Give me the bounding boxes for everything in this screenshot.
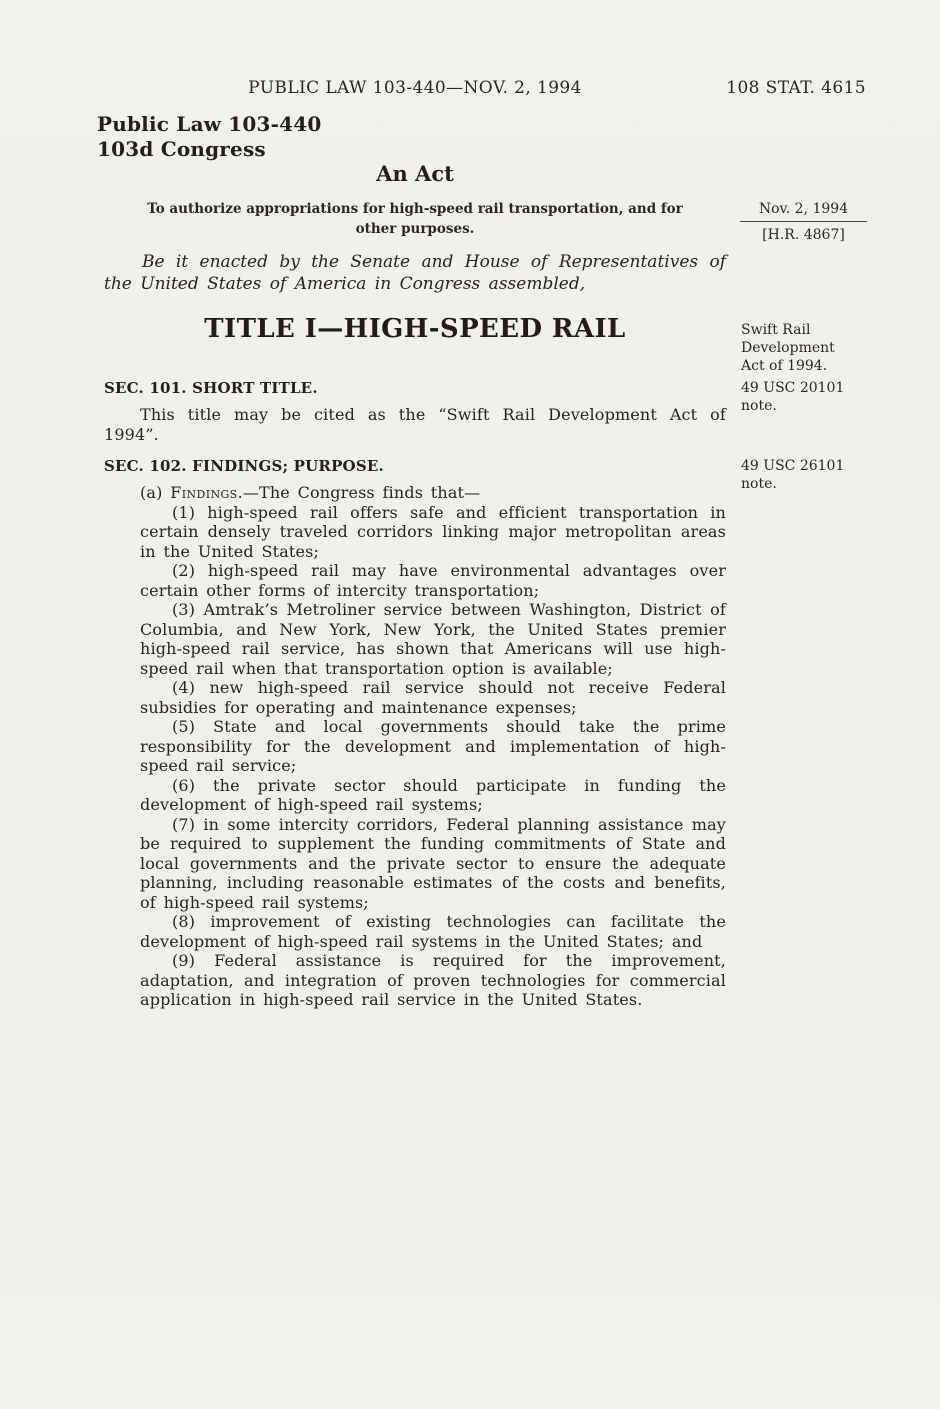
- margin-note-short-title: Swift Rail Development Act of 1994.: [741, 322, 835, 374]
- margin-note-usc-26101: 49 USC 26101 note.: [741, 458, 845, 492]
- finding-item-9: (9) Federal assistance is required for the improvement, adaptation, and integration of proven technologies for commercial application in high-speed rail service in the United States.: [140, 951, 726, 1009]
- law-number-block: [97, 112, 497, 162]
- enacting-clause: Be it enacted by the Senate and House of Representatives of the United States of America in Congress assembled,: [104, 252, 726, 294]
- congress-number: 103d Congress: [97, 137, 266, 161]
- stat-page-number: 108 STAT. 4615: [726, 78, 866, 98]
- finding-item-3: (3) Amtrak’s Metroliner service between Washington, District of Columbia, and New York, New York, the United States premier high-speed rail service, has shown that Americans will use high-speed rail when that transportation option is available;: [140, 600, 726, 678]
- act-heading: An Act: [376, 161, 454, 186]
- margin-note-usc-20101: 49 USC 20101 note.: [741, 380, 845, 414]
- margin-note-bill-number: [H.R. 4867]: [762, 227, 845, 243]
- findings-intro-pre: (a): [140, 483, 171, 502]
- public-law-number: Public Law 103-440: [97, 112, 322, 136]
- title-i-heading: TITLE I—HIGH-SPEED RAIL: [204, 314, 626, 344]
- finding-item-2: (2) high-speed rail may have environmental advantages over certain other forms of intercity transportation;: [140, 561, 726, 600]
- sec-101-heading: SEC. 101. SHORT TITLE.: [104, 379, 318, 397]
- finding-item-8: (8) improvement of existing technologies can facilitate the development of high-speed rail systems in the United States; and: [140, 912, 726, 951]
- margin-note-date-bill: [740, 200, 867, 244]
- sec-101-body: This title may be cited as the “Swift Rail Development Act of 1994”.: [104, 405, 726, 444]
- finding-item-4: (4) new high-speed rail service should not receive Federal subsidies for operating and maintenance expenses;: [140, 678, 726, 717]
- finding-item-5: (5) State and local governments should take the prime responsibility for the development and implementation of high-speed rail service;: [140, 717, 726, 775]
- finding-item-7: (7) in some intercity corridors, Federal planning assistance may be required to supplement the funding commitments of State and local governments and the private sector to ensure the adequate planning, including reasonable estimates of the costs and benefits, of high-speed rail systems;: [140, 814, 726, 912]
- findings-intro: [104, 483, 726, 503]
- sec-102-heading: SEC. 102. FINDINGS; PURPOSE.: [104, 457, 384, 475]
- act-description: To authorize appropriations for high-speed rail transportation, and for other purposes.: [147, 201, 683, 237]
- running-head: PUBLIC LAW 103-440—NOV. 2, 1994: [248, 78, 582, 98]
- findings-intro-smallcaps: Findings: [170, 483, 238, 502]
- findings-intro-post: .—The Congress finds that—: [237, 483, 481, 502]
- sec-102-findings: [104, 483, 726, 1010]
- finding-item-6: (6) the private sector should participate in funding the development of high-speed rail systems;: [140, 775, 726, 814]
- margin-note-date: Nov. 2, 1994: [740, 200, 867, 222]
- finding-item-1: (1) high-speed rail offers safe and efficient transportation in certain densely traveled corridors linking major metropolitan areas in the United States;: [140, 502, 726, 561]
